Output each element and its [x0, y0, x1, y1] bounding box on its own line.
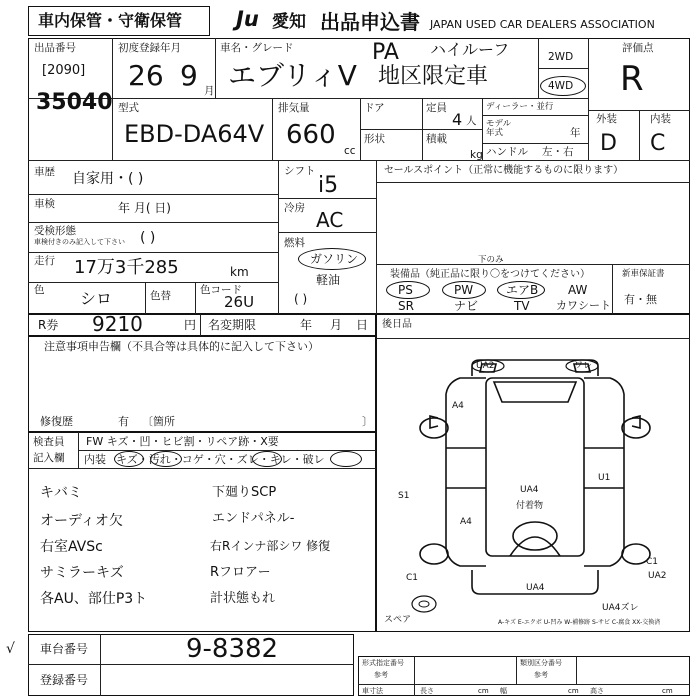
diagram-mark-c1-left: C1	[406, 573, 419, 583]
load-unit: kg	[470, 149, 483, 161]
first-registration-label: 初度登録年月	[118, 42, 181, 54]
remark-left-3: 右室AVSc	[40, 539, 103, 555]
class-ref-label: 参考	[534, 671, 548, 679]
acceptance-sub: 車検付きのみ記入して下さい	[34, 238, 125, 246]
equip-leather-seat: カワシート	[556, 299, 611, 312]
warranty-label: 新車保証書	[622, 269, 665, 279]
ac-value: AC	[316, 208, 344, 232]
history-value: 自家用・( )	[72, 171, 144, 187]
inspector-interior-prefix: 内装	[84, 453, 106, 466]
ju-logo-mark: Ju	[236, 7, 259, 31]
capacity-value: 4	[452, 110, 463, 129]
diagram-mark-ua4-shift: UA4ズレ	[602, 603, 639, 613]
model-name: エブリィV	[228, 59, 357, 92]
remark-right-5: 計状態もれ	[210, 591, 276, 606]
recycle-unit: 円	[184, 318, 197, 332]
fuel-diesel: 軽油	[316, 273, 341, 287]
fuel-gasoline: ガソリン	[310, 252, 359, 266]
lot-sub-number: [2090]	[42, 63, 86, 78]
type-value: EBD-DA64V	[124, 120, 265, 148]
recycle-value: 9210	[92, 312, 143, 336]
inspection-value: 年 月( 日)	[118, 201, 171, 215]
diagram-mark-a4-upper: A4	[452, 401, 464, 411]
remark-left-2: オーディオ欠	[40, 513, 123, 529]
inspection-label: 車検	[34, 198, 55, 210]
deadline-month: 月	[330, 318, 343, 332]
margin-check-mark: √	[6, 641, 15, 657]
interior-scratch-circle	[114, 451, 144, 467]
height-unit: cm	[662, 687, 673, 695]
lot-number-label: 出品番号	[34, 42, 76, 54]
equip-sr: SR	[398, 299, 414, 313]
equipment-note: 下のみ	[478, 255, 504, 265]
score-label: 評価点	[622, 42, 654, 54]
model-year-unit: 年	[570, 127, 581, 139]
model-year-label: モデル年式	[486, 119, 512, 138]
repair-history-close: 〕	[362, 415, 373, 428]
width-label: 幅	[500, 687, 507, 695]
diagram-mark-ua4-rear: UA4	[526, 583, 545, 593]
deadline-day: 日	[356, 318, 369, 332]
diagram-mark-ua2-right: UA2	[648, 571, 667, 581]
color-label: 色	[34, 284, 45, 296]
drive-2wd: 2WD	[548, 51, 574, 63]
type-label: 型式	[118, 102, 139, 114]
damage-legend: A-キズ E-エクボ U-凹み W-補修跡 S-サビ C-腐食 XX-交換済	[498, 619, 661, 626]
inspector-fw-line: FW キズ・凹・ヒビ割・リペア跡・X要	[86, 435, 279, 448]
cert-number-label: 形式指定番号	[362, 659, 404, 667]
acceptance-value: ( )	[140, 230, 156, 246]
chassis-number-value: 9-8382	[186, 634, 279, 664]
fuel-label: 燃料	[284, 237, 305, 249]
storage-tag-text: 車内保管・守衛保管	[38, 11, 183, 30]
dealer-label: ディーラー・並行	[486, 102, 554, 112]
first-registration-year: 26	[128, 59, 164, 92]
document-title: 出品申込書	[320, 10, 420, 34]
door-label: ドア	[364, 102, 385, 114]
name-change-deadline-label: 名変期限	[208, 318, 257, 332]
score-value: R	[620, 59, 644, 99]
remark-left-5: 各AU、部仕P3ト	[40, 591, 148, 607]
inspector-interior-line: キズ・汚れ・コゲ・穴・ズレ・キレ・破レ	[116, 453, 325, 466]
later-docs-label: 後日品	[382, 319, 412, 330]
remark-right-2: エンドパネル-	[212, 511, 295, 526]
remark-right-1: 下廻りSCP	[212, 485, 277, 500]
warranty-options: 有・無	[624, 293, 657, 306]
displacement-label: 排気量	[278, 102, 310, 114]
diagram-mark-a4-left: A4	[460, 517, 472, 527]
width-unit: cm	[568, 687, 579, 695]
equip-aw: AW	[568, 283, 588, 297]
color-code-label: 色コード	[200, 284, 242, 296]
equip-pw: PW	[454, 283, 474, 297]
displacement-unit: cc	[344, 145, 356, 157]
deadline-year: 年	[300, 318, 313, 332]
mileage-unit: km	[230, 265, 249, 279]
handle-label: ハンドル	[486, 146, 528, 158]
shift-label: シフト	[284, 165, 316, 177]
equip-airbag: エアB	[506, 283, 539, 297]
repair-history-value: 有	[118, 415, 129, 428]
fuel-other: ( )	[294, 292, 308, 306]
cert-ref-label: 参考	[374, 671, 388, 679]
displacement-value: 660	[286, 120, 336, 150]
capacity-label: 定員	[426, 102, 447, 114]
grade-pa: PA	[372, 40, 399, 65]
registration-number-label: 登録番号	[40, 673, 89, 687]
handle-options: 左・右	[542, 146, 574, 158]
interior-grade: C	[650, 131, 666, 156]
class-number-label: 類別区分番号	[520, 659, 562, 667]
length-unit: cm	[478, 687, 489, 695]
sales-point-label: セールスポイント（正常に機能するものに限ります）	[384, 165, 624, 176]
remark-left-1: キバミ	[40, 485, 82, 501]
diagram-mark-c1-right: C1	[646, 557, 659, 567]
recycle-label: R券	[38, 318, 59, 332]
remark-left-4: サミラーキズ	[40, 565, 124, 581]
load-label: 積載	[426, 133, 447, 145]
brand-name: 愛知	[272, 12, 306, 32]
month-unit: 月	[204, 85, 215, 97]
notes-label: 注意事項申告欄（不具合等は具体的に記入して下さい）	[44, 340, 319, 353]
interior-shift-circle	[252, 451, 282, 467]
model-grade-label: 車名・グレード	[220, 42, 294, 54]
exterior-label: 外装	[596, 113, 617, 125]
diagram-mark-ua4-roof: UA4	[520, 485, 539, 495]
mileage-label: 走行	[34, 255, 55, 267]
shape-label: 形状	[364, 133, 385, 145]
equip-navi: ナビ	[454, 299, 479, 313]
grade-roof: ハイルーフ	[430, 40, 510, 59]
interior-label: 内装	[650, 113, 671, 125]
capacity-unit: 人	[466, 115, 477, 127]
inspector-label: 検査員	[33, 436, 65, 448]
shift-value: i5	[318, 173, 339, 198]
recycle-row	[28, 314, 376, 336]
vehicle-damage-diagram	[376, 338, 690, 628]
remark-right-4: Rフロアー	[210, 565, 271, 580]
interior-dirt-circle	[150, 451, 182, 467]
equip-tv: TV	[514, 299, 530, 313]
first-registration-month: 9	[180, 59, 198, 92]
diagram-mark-u1: U1	[598, 473, 611, 483]
drive-4wd: 4WD	[548, 80, 574, 92]
diagram-mark-deposit: 付着物	[516, 501, 544, 511]
color-code-value: 26U	[224, 293, 255, 311]
height-label: 高さ	[590, 687, 604, 695]
history-label: 車歴	[34, 166, 55, 178]
diagram-mark-crack: ワレ	[574, 361, 593, 371]
dimension-label: 車寸法	[362, 687, 383, 695]
remark-right-3: 右Rインナ部シワ 修復	[210, 539, 331, 553]
equipment-label: 装備品（純正品に限り〇をつけてください）	[390, 269, 590, 280]
diagram-mark-s1: S1	[398, 491, 410, 501]
mileage-value: 17万3千285	[74, 257, 179, 278]
acceptance-label: 受検形態	[34, 225, 76, 237]
chassis-number-label: 車台番号	[40, 642, 89, 656]
equip-ps: PS	[398, 283, 413, 297]
repair-history-label: 修復歴	[40, 415, 73, 428]
lot-number: 35040	[36, 90, 113, 115]
repaint-label: 色替	[150, 290, 171, 302]
ac-label: 冷房	[284, 202, 305, 214]
color-value: シロ	[80, 289, 113, 308]
spare-label: スペア	[384, 615, 412, 625]
grade-edition: 地区限定車	[378, 64, 489, 89]
exterior-grade: D	[600, 131, 617, 156]
association-name: JAPAN USED CAR DEALERS ASSOCIATION	[430, 18, 655, 31]
inspector-entry-label: 記入欄	[33, 452, 65, 464]
interior-tear-circle	[330, 451, 362, 467]
diagram-mark-ua2-front: UA2	[476, 361, 495, 371]
length-label: 長さ	[420, 687, 434, 695]
repair-history-bracket: 〔箇所	[142, 415, 175, 428]
